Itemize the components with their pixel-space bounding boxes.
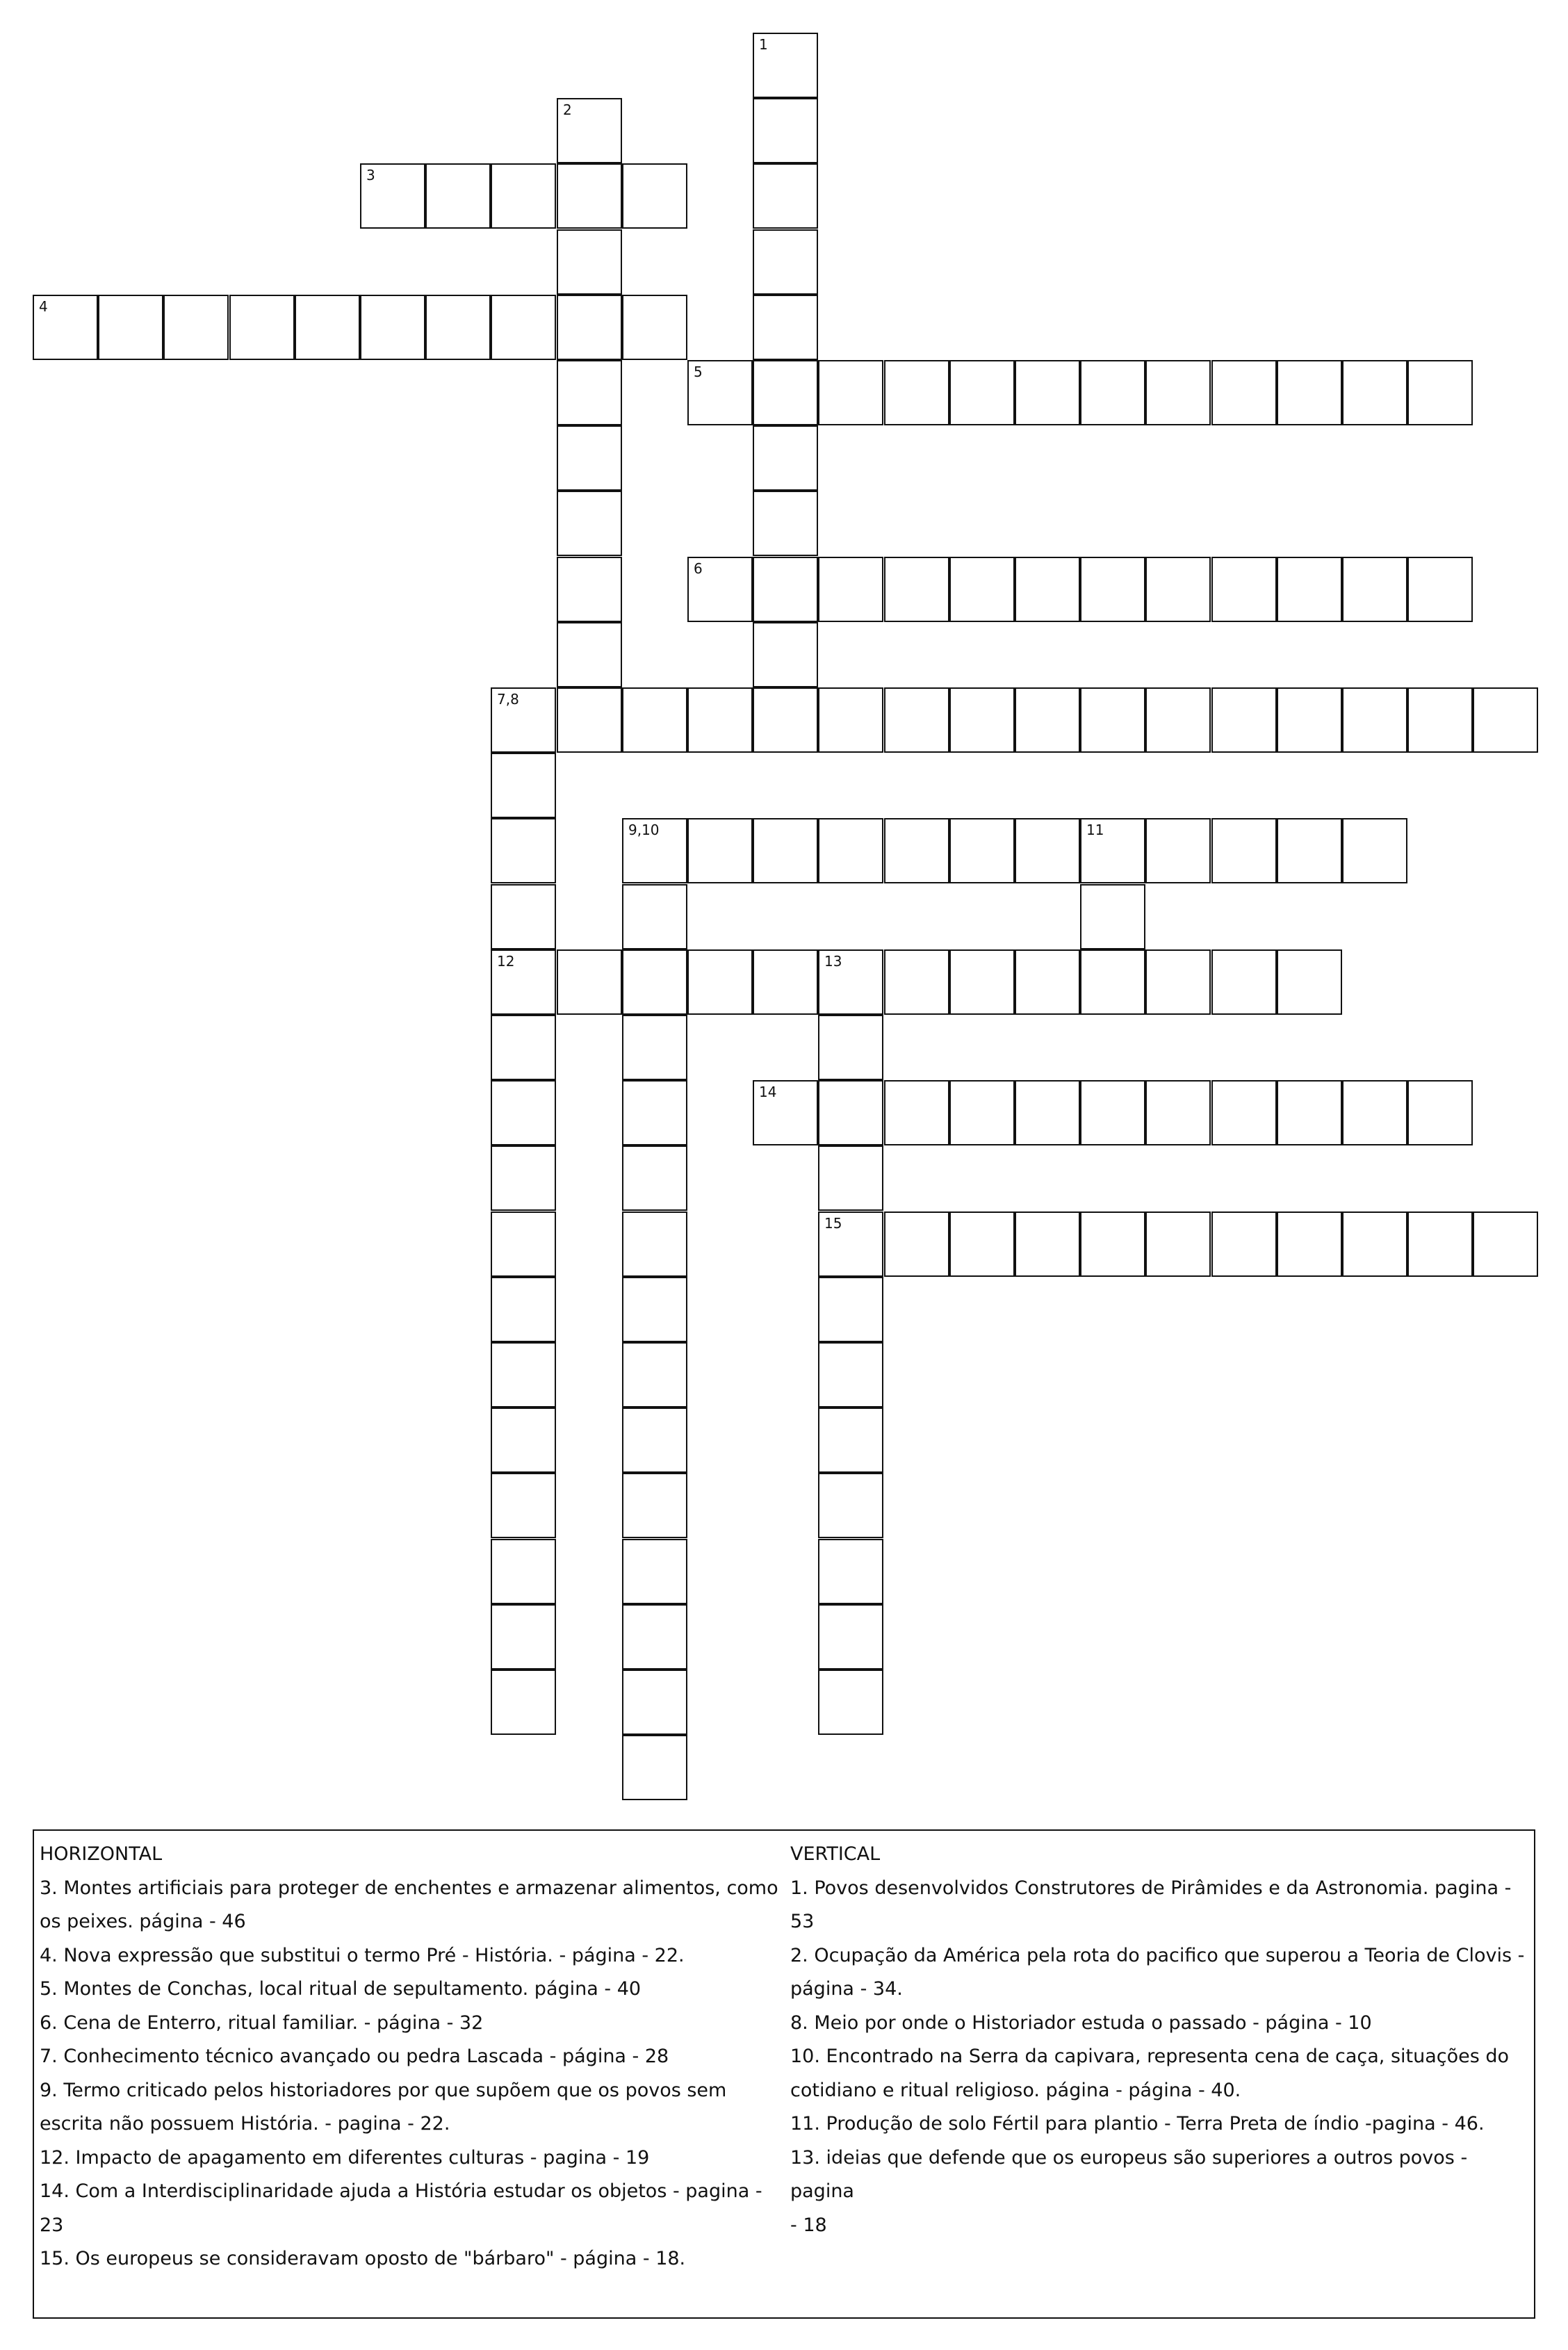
clue-number: 9,10: [628, 822, 660, 838]
crossword-cell[interactable]: [884, 1211, 949, 1277]
vertical-clues: [790, 1838, 1531, 2242]
crossword-cell[interactable]: [1277, 949, 1342, 1015]
crossword-cell[interactable]: [818, 818, 883, 883]
crossword-cell[interactable]: [622, 1473, 687, 1538]
crossword-cell[interactable]: [1277, 1211, 1342, 1277]
crossword-cell[interactable]: [360, 163, 425, 229]
crossword-cell[interactable]: [1080, 949, 1145, 1015]
crossword-cell[interactable]: [163, 295, 229, 360]
clue-line: 8. Meio por onde o Historiador estuda o passado - página - 10: [790, 2012, 1372, 2034]
crossword-cell[interactable]: [1145, 949, 1211, 1015]
crossword-cell[interactable]: [818, 949, 883, 1015]
clue-number: 5: [694, 364, 703, 380]
crossword-cell[interactable]: [557, 360, 622, 425]
crossword-cell[interactable]: [687, 687, 753, 753]
crossword-cell[interactable]: [1342, 1080, 1407, 1145]
crossword-cell[interactable]: [1407, 360, 1473, 425]
crossword-cell[interactable]: [818, 1277, 883, 1342]
crossword-cell[interactable]: [818, 687, 883, 753]
clue-line: 2. Ocupação da América pela rota do pacifico que superou a Teoria de Clovis -: [790, 1944, 1525, 1966]
crossword-cell[interactable]: [557, 557, 622, 622]
crossword-cell[interactable]: [1211, 949, 1277, 1015]
crossword-cell[interactable]: [491, 1473, 556, 1538]
crossword-cell[interactable]: [818, 1211, 883, 1277]
crossword-cell[interactable]: [622, 1277, 687, 1342]
crossword-cell[interactable]: [1407, 1080, 1473, 1145]
clue-line: 15. Os europeus se consideravam oposto de "bárbaro" - página - 18.: [40, 2248, 686, 2269]
crossword-cell[interactable]: [753, 1080, 818, 1145]
clues-box: [33, 1829, 1535, 2319]
crossword-cell[interactable]: [1407, 1211, 1473, 1277]
crossword-cell[interactable]: [1015, 557, 1080, 622]
crossword-cell[interactable]: [33, 295, 98, 360]
crossword-cell[interactable]: [557, 949, 622, 1015]
crossword-cell[interactable]: [1080, 818, 1145, 883]
crossword-cell[interactable]: [753, 818, 818, 883]
crossword-cell[interactable]: [687, 360, 753, 425]
clue-number: 13: [824, 953, 842, 970]
crossword-cell[interactable]: [557, 425, 622, 491]
crossword-cell[interactable]: [557, 687, 622, 753]
crossword-cell[interactable]: [1342, 818, 1407, 883]
crossword-cell[interactable]: [818, 1473, 883, 1538]
crossword-cell[interactable]: [622, 884, 687, 949]
crossword-cell[interactable]: [491, 1670, 556, 1735]
crossword-cell[interactable]: [491, 884, 556, 949]
crossword-cell[interactable]: [1080, 360, 1145, 425]
crossword-cell[interactable]: [818, 1604, 883, 1670]
crossword-cell[interactable]: [687, 949, 753, 1015]
clue-number: 14: [759, 1084, 777, 1100]
crossword-cell[interactable]: [1277, 687, 1342, 753]
crossword-cell[interactable]: [818, 1407, 883, 1473]
crossword-cell[interactable]: [753, 622, 818, 687]
crossword-cell[interactable]: [491, 818, 556, 883]
clue-line: 9. Termo criticado pelos historiadores por que supõem que os povos sem: [40, 2079, 727, 2101]
crossword-cell[interactable]: [1407, 687, 1473, 753]
clue-line: 3. Montes artificiais para proteger de enchentes e armazenar alimentos, como: [40, 1877, 778, 1899]
crossword-cell[interactable]: [622, 687, 687, 753]
clue-line: página - 34.: [790, 1978, 903, 2000]
crossword-cell[interactable]: [818, 1670, 883, 1735]
crossword-cell[interactable]: [818, 1080, 883, 1145]
crossword-cell[interactable]: [949, 818, 1015, 883]
crossword-cell[interactable]: [557, 491, 622, 556]
crossword-cell[interactable]: [753, 360, 818, 425]
crossword-cell[interactable]: [949, 949, 1015, 1015]
crossword-cell[interactable]: [1277, 360, 1342, 425]
crossword-cell[interactable]: [753, 33, 818, 98]
crossword-cell[interactable]: [98, 295, 163, 360]
clue-number: 2: [563, 101, 572, 118]
crossword-cell[interactable]: [425, 295, 491, 360]
crossword-cell[interactable]: [622, 1015, 687, 1080]
crossword-cell[interactable]: [491, 163, 556, 229]
crossword-cell[interactable]: [949, 687, 1015, 753]
crossword-cell[interactable]: [622, 818, 687, 883]
clue-number: 15: [824, 1215, 842, 1232]
clue-number: 6: [694, 560, 703, 577]
clue-line: 23: [40, 2214, 64, 2236]
crossword-cell[interactable]: [491, 1211, 556, 1277]
crossword-cell[interactable]: [557, 163, 622, 229]
crossword-cell[interactable]: [1211, 818, 1277, 883]
crossword-cell[interactable]: [1277, 557, 1342, 622]
crossword-cell[interactable]: [622, 1211, 687, 1277]
crossword-cell[interactable]: [1015, 360, 1080, 425]
crossword-cell[interactable]: [687, 818, 753, 883]
clue-line: 4. Nova expressão que substitui o termo Pré - História. - página - 22.: [40, 1944, 685, 1966]
crossword-cell[interactable]: [753, 229, 818, 295]
clue-line: 53: [790, 1911, 815, 1932]
vertical-heading: VERTICAL: [790, 1843, 881, 1865]
crossword-cell[interactable]: [491, 1604, 556, 1670]
crossword-cell[interactable]: [557, 98, 622, 163]
clue-line: - 18: [790, 2214, 827, 2236]
clue-line: 7. Conhecimento técnico avançado ou pedra Lascada - página - 28: [40, 2046, 669, 2067]
crossword-cell[interactable]: [753, 295, 818, 360]
crossword-cell[interactable]: [818, 360, 883, 425]
crossword-cell[interactable]: [1342, 557, 1407, 622]
crossword-cell[interactable]: [1211, 557, 1277, 622]
crossword-cell[interactable]: [622, 163, 687, 229]
crossword-cell[interactable]: [491, 1015, 556, 1080]
crossword-cell[interactable]: [1145, 818, 1211, 883]
crossword-cell[interactable]: [753, 98, 818, 163]
crossword-cell[interactable]: [884, 360, 949, 425]
crossword-cell[interactable]: [884, 949, 949, 1015]
crossword-cell[interactable]: [1015, 818, 1080, 883]
clue-line: cotidiano e ritual religioso. página - página - 40.: [790, 2079, 1241, 2101]
crossword-cell[interactable]: [1473, 687, 1538, 753]
crossword-cell[interactable]: [622, 1080, 687, 1145]
crossword-cell[interactable]: [884, 687, 949, 753]
crossword-cell[interactable]: [1015, 1211, 1080, 1277]
horizontal-clues: [40, 1838, 785, 2276]
crossword-cell[interactable]: [949, 1211, 1015, 1277]
crossword-cell[interactable]: [1080, 1211, 1145, 1277]
crossword-cell[interactable]: [491, 1145, 556, 1211]
crossword-cell[interactable]: [1145, 1080, 1211, 1145]
crossword-cell[interactable]: [1211, 360, 1277, 425]
crossword-cell[interactable]: [1407, 557, 1473, 622]
crossword-cell[interactable]: [884, 557, 949, 622]
clue-number: 3: [366, 167, 375, 183]
crossword-cell[interactable]: [753, 687, 818, 753]
crossword-cell[interactable]: [1145, 1211, 1211, 1277]
crossword-cell[interactable]: [622, 1735, 687, 1800]
clue-line: 6. Cena de Enterro, ritual familiar. - página - 32: [40, 2012, 484, 2034]
crossword-cell[interactable]: [622, 1539, 687, 1604]
clue-number: 12: [497, 953, 515, 970]
horizontal-heading: HORIZONTAL: [40, 1843, 163, 1865]
clue-number: 11: [1086, 822, 1104, 838]
crossword-cell[interactable]: [1080, 557, 1145, 622]
crossword-cell[interactable]: [557, 229, 622, 295]
crossword-cell[interactable]: [295, 295, 360, 360]
crossword-cell[interactable]: [1211, 687, 1277, 753]
crossword-cell[interactable]: [491, 295, 556, 360]
crossword-cell[interactable]: [753, 557, 818, 622]
crossword-cell[interactable]: [818, 1539, 883, 1604]
crossword-cell[interactable]: [949, 1080, 1015, 1145]
clue-number: 4: [39, 298, 48, 315]
clue-number: 1: [759, 36, 768, 53]
crossword-cell[interactable]: [1080, 1080, 1145, 1145]
clue-line: 1. Povos desenvolvidos Construtores de Pirâmides e da Astronomia. pagina -: [790, 1877, 1512, 1899]
crossword-cell[interactable]: [622, 1145, 687, 1211]
crossword-cell[interactable]: [491, 1342, 556, 1407]
crossword-cell[interactable]: [360, 295, 425, 360]
clue-line: os peixes. página - 46: [40, 1911, 246, 1932]
crossword-cell[interactable]: [753, 949, 818, 1015]
crossword-cell[interactable]: [622, 1407, 687, 1473]
clue-line: 12. Impacto de apagamento em diferentes culturas - pagina - 19: [40, 2146, 650, 2169]
crossword-cell[interactable]: [1015, 949, 1080, 1015]
crossword-cell[interactable]: [622, 1670, 687, 1735]
crossword-cell[interactable]: [491, 1539, 556, 1604]
crossword-cell[interactable]: [1277, 1080, 1342, 1145]
clue-number: 7,8: [497, 691, 519, 708]
crossword-cell[interactable]: [1211, 1080, 1277, 1145]
crossword-cell[interactable]: [753, 163, 818, 229]
crossword-cell[interactable]: [753, 425, 818, 491]
clue-line: 14. Com a Interdisciplinaridade ajuda a História estudar os objetos - pagina -: [40, 2180, 762, 2202]
crossword-cell[interactable]: [1015, 687, 1080, 753]
crossword-cell[interactable]: [491, 1080, 556, 1145]
crossword-cell[interactable]: [557, 622, 622, 687]
crossword-cell[interactable]: [491, 753, 556, 818]
crossword-cell[interactable]: [622, 1604, 687, 1670]
crossword-cell[interactable]: [1145, 360, 1211, 425]
crossword-cell[interactable]: [1145, 687, 1211, 753]
crossword-cell[interactable]: [884, 1080, 949, 1145]
crossword-cell[interactable]: [1342, 360, 1407, 425]
crossword-cell[interactable]: [1277, 818, 1342, 883]
clue-line: escrita não possuem História. - pagina - 22.: [40, 2113, 450, 2135]
crossword-cell[interactable]: [1015, 1080, 1080, 1145]
crossword-cell[interactable]: [949, 360, 1015, 425]
crossword-cell[interactable]: [622, 1342, 687, 1407]
crossword-cell[interactable]: [1342, 687, 1407, 753]
crossword-cell[interactable]: [818, 1342, 883, 1407]
crossword-cell[interactable]: [1342, 1211, 1407, 1277]
crossword-cell[interactable]: [622, 295, 687, 360]
crossword-cell[interactable]: [1145, 557, 1211, 622]
crossword-cell[interactable]: [1473, 1211, 1538, 1277]
crossword-cell[interactable]: [949, 557, 1015, 622]
clue-line: 11. Produção de solo Fértil para plantio - Terra Preta de índio -pagina - 46.: [790, 2113, 1485, 2135]
crossword-cell[interactable]: [753, 491, 818, 556]
crossword-cell[interactable]: [818, 1015, 883, 1080]
crossword-cell[interactable]: [818, 1145, 883, 1211]
crossword-cell[interactable]: [491, 1407, 556, 1473]
clue-line: 5. Montes de Conchas, local ritual de sepultamento. página - 40: [40, 1978, 642, 2000]
crossword-cell[interactable]: [229, 295, 295, 360]
crossword-cell[interactable]: [557, 295, 622, 360]
crossword-cell[interactable]: [491, 1277, 556, 1342]
crossword-cell[interactable]: [491, 687, 556, 753]
crossword-cell[interactable]: [1211, 1211, 1277, 1277]
crossword-cell[interactable]: [1080, 687, 1145, 753]
crossword-cell[interactable]: [687, 557, 753, 622]
crossword-cell[interactable]: [622, 949, 687, 1015]
crossword-cell[interactable]: [884, 818, 949, 883]
crossword-cell[interactable]: [818, 557, 883, 622]
crossword-cell[interactable]: [491, 949, 556, 1015]
clue-line: 13. ideias que defende que os europeus são superiores a outros povos - pagina: [790, 2146, 1468, 2202]
clue-line: 10. Encontrado na Serra da capivara, representa cena de caça, situações do: [790, 2046, 1510, 2067]
crossword-cell[interactable]: [425, 163, 491, 229]
crossword-cell[interactable]: [1080, 884, 1145, 949]
